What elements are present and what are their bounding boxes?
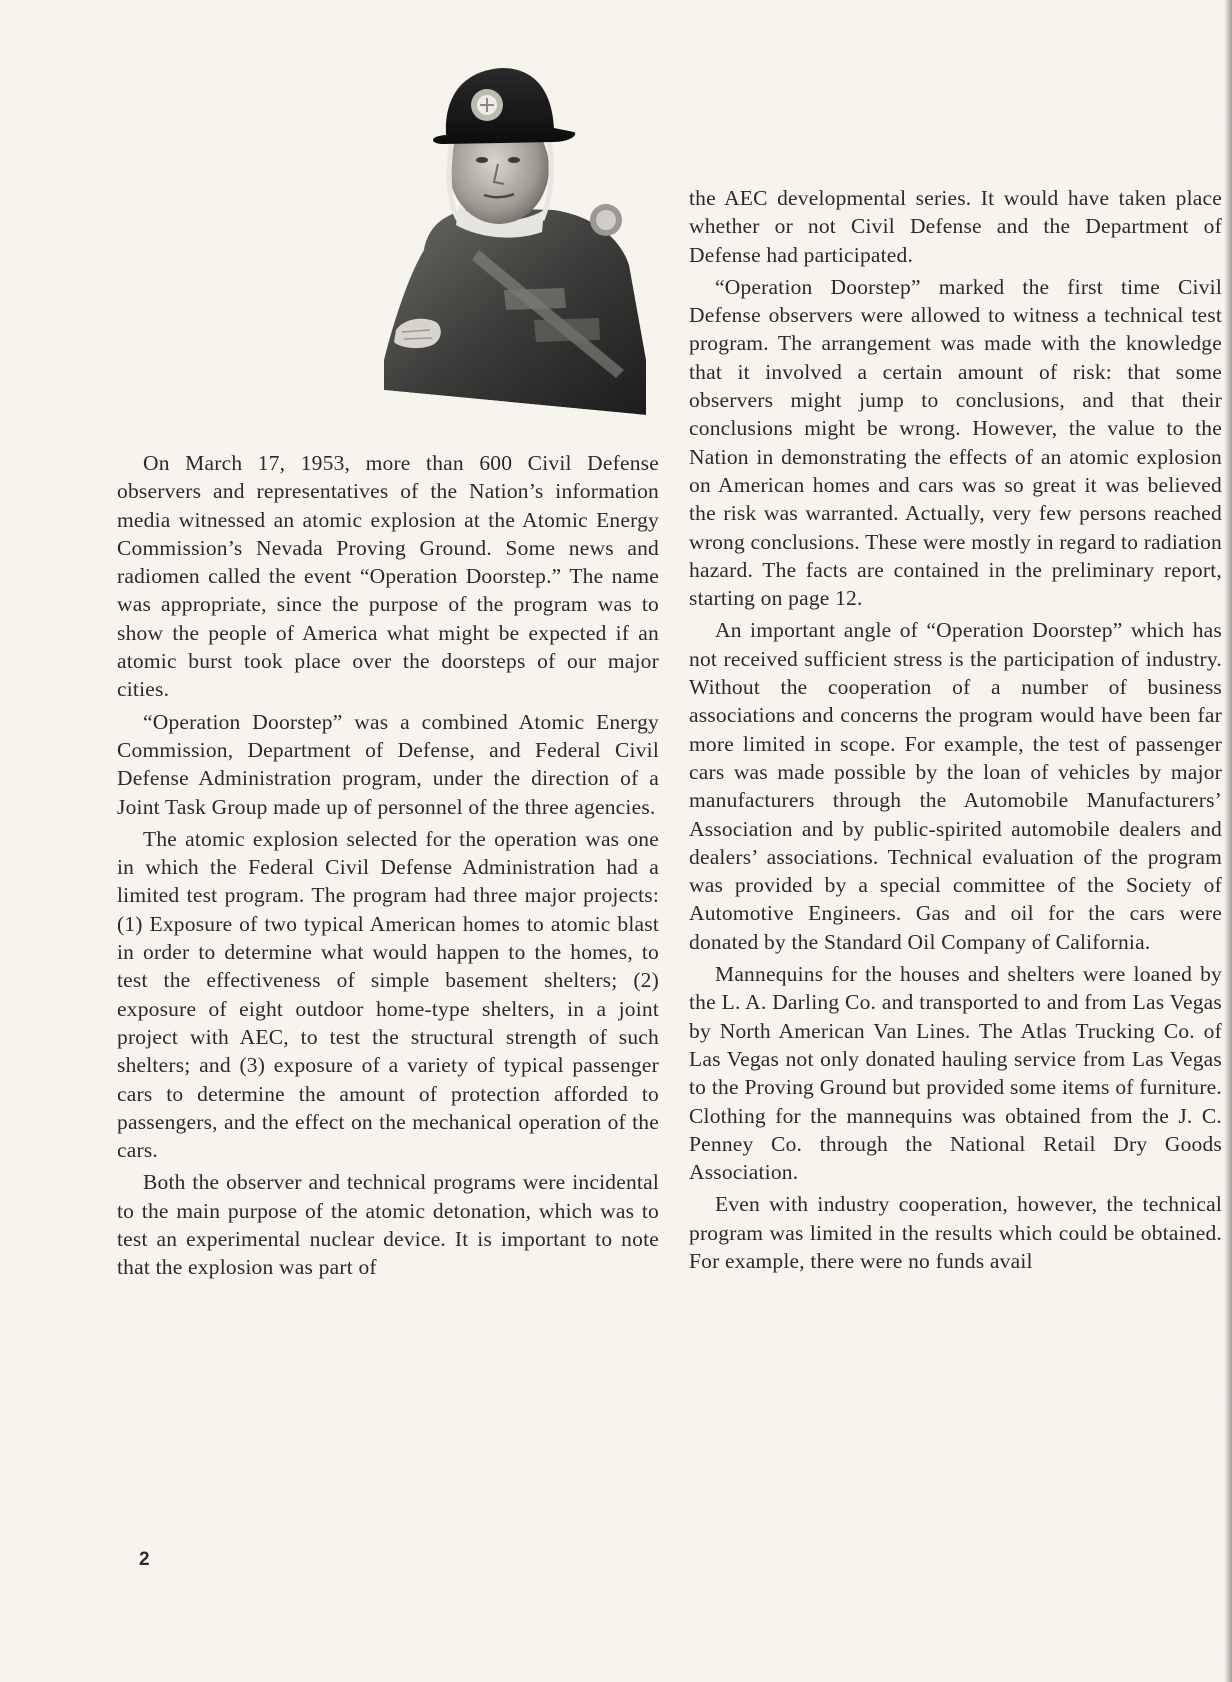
paragraph: Even with industry cooperation, however, the technical program was limited in the results which could be obtained. For example, there were no funds avail [689,1192,1222,1273]
paragraph: Mannequins for the houses and shelters were loaned by the L. A. Darling Co. and transported to and from Las Vegas by North American Van Lines. The Atlas Trucking Co. of Las Vegas not only donated hauling service from Las Vegas to the Proving Ground but provided some items of furniture. Clothing for the mannequins was obtained from the J. C. Penney Co. through the National Retail Dry Goods Association. [689,962,1222,1185]
portrait-photo [384,60,646,420]
paragraph: “Operation Doorstep” marked the first time Civil Defense observers were allowed to witness a technical test program. The arrangement was made with the knowledge that it involved a certain amount of risk: that some observers might jump to conclusions, and that their conclusions might be wrong. However, the value to the Nation in demonstrating the effects of an atomic explosion on American homes and cars was so great it was believed the risk was warranted. Actually, very few persons reached wrong conclusions. These were mostly in regard to radiation hazard. The facts are contained in the preliminary report, starting on page 12. [689,274,1222,611]
left-column [117,449,659,1286]
paragraph: Both the observer and technical programs were incidental to the main purpose of the atomic detonation, which was to test an experimental nuclear device. It is important to note that the explosion was part of [117,1170,659,1280]
paragraph: the AEC developmental series. It would have taken place whether or not Civil Defense and the Department of Defense had participated. [689,186,1222,267]
page-number: 2 [139,1549,150,1570]
paragraph: On March 17, 1953, more than 600 Civil Defense observers and representatives of the Nation’s information media witnessed an atomic explosion at the Atomic Energy Commission’s Nevada Proving Ground. Some news and radiomen called the event “Operation Doorstep.” The name was appropriate, since the purpose of the program was to show the people of America what might be expected if an atomic burst took place over the doorsteps of our major cities. [117,451,659,702]
paragraph: The atomic explosion selected for the operation was one in which the Federal Civil Defense Administration had a limited test program. The program had three major projects: (1) Exposure of two typical American homes to atomic blast in order to determine what would happen to the homes, to test the effectiveness of simple basement shelters; (2) exposure of eight outdoor home-type shelters, in a joint project with AEC, to test the structural strength of such shelters; and (3) exposure of a variety of typical passenger cars to determine the amount of protection afforded to passengers, and the effect on the mechanical operation of the cars. [117,826,659,1163]
portrait-illustration [384,60,646,420]
right-column [689,184,1222,1279]
page-edge-shadow [1224,0,1232,1682]
paragraph: “Operation Doorstep” was a combined Atomic Energy Commission, Department of Defense, and Federal Civil Defense Administration program, under the direction of a Joint Task Group made up of personnel of the three agencies. [117,709,659,819]
paragraph: An important angle of “Operation Doorstep” which has not received sufficient stress is the participation of industry. Without the cooperation of a number of business associations and concerns the program would have been far more limited in scope. For example, the test of passenger cars was made possible by the loan of vehicles by major manufacturers through the Automobile Manufacturers’ Association and by public-spirited automobile dealers and dealers’ associations. Technical evaluation of the program was provided by a special committee of the Society of Automotive Engineers. Gas and oil for the cars were donated by the Standard Oil Company of California. [689,618,1222,954]
